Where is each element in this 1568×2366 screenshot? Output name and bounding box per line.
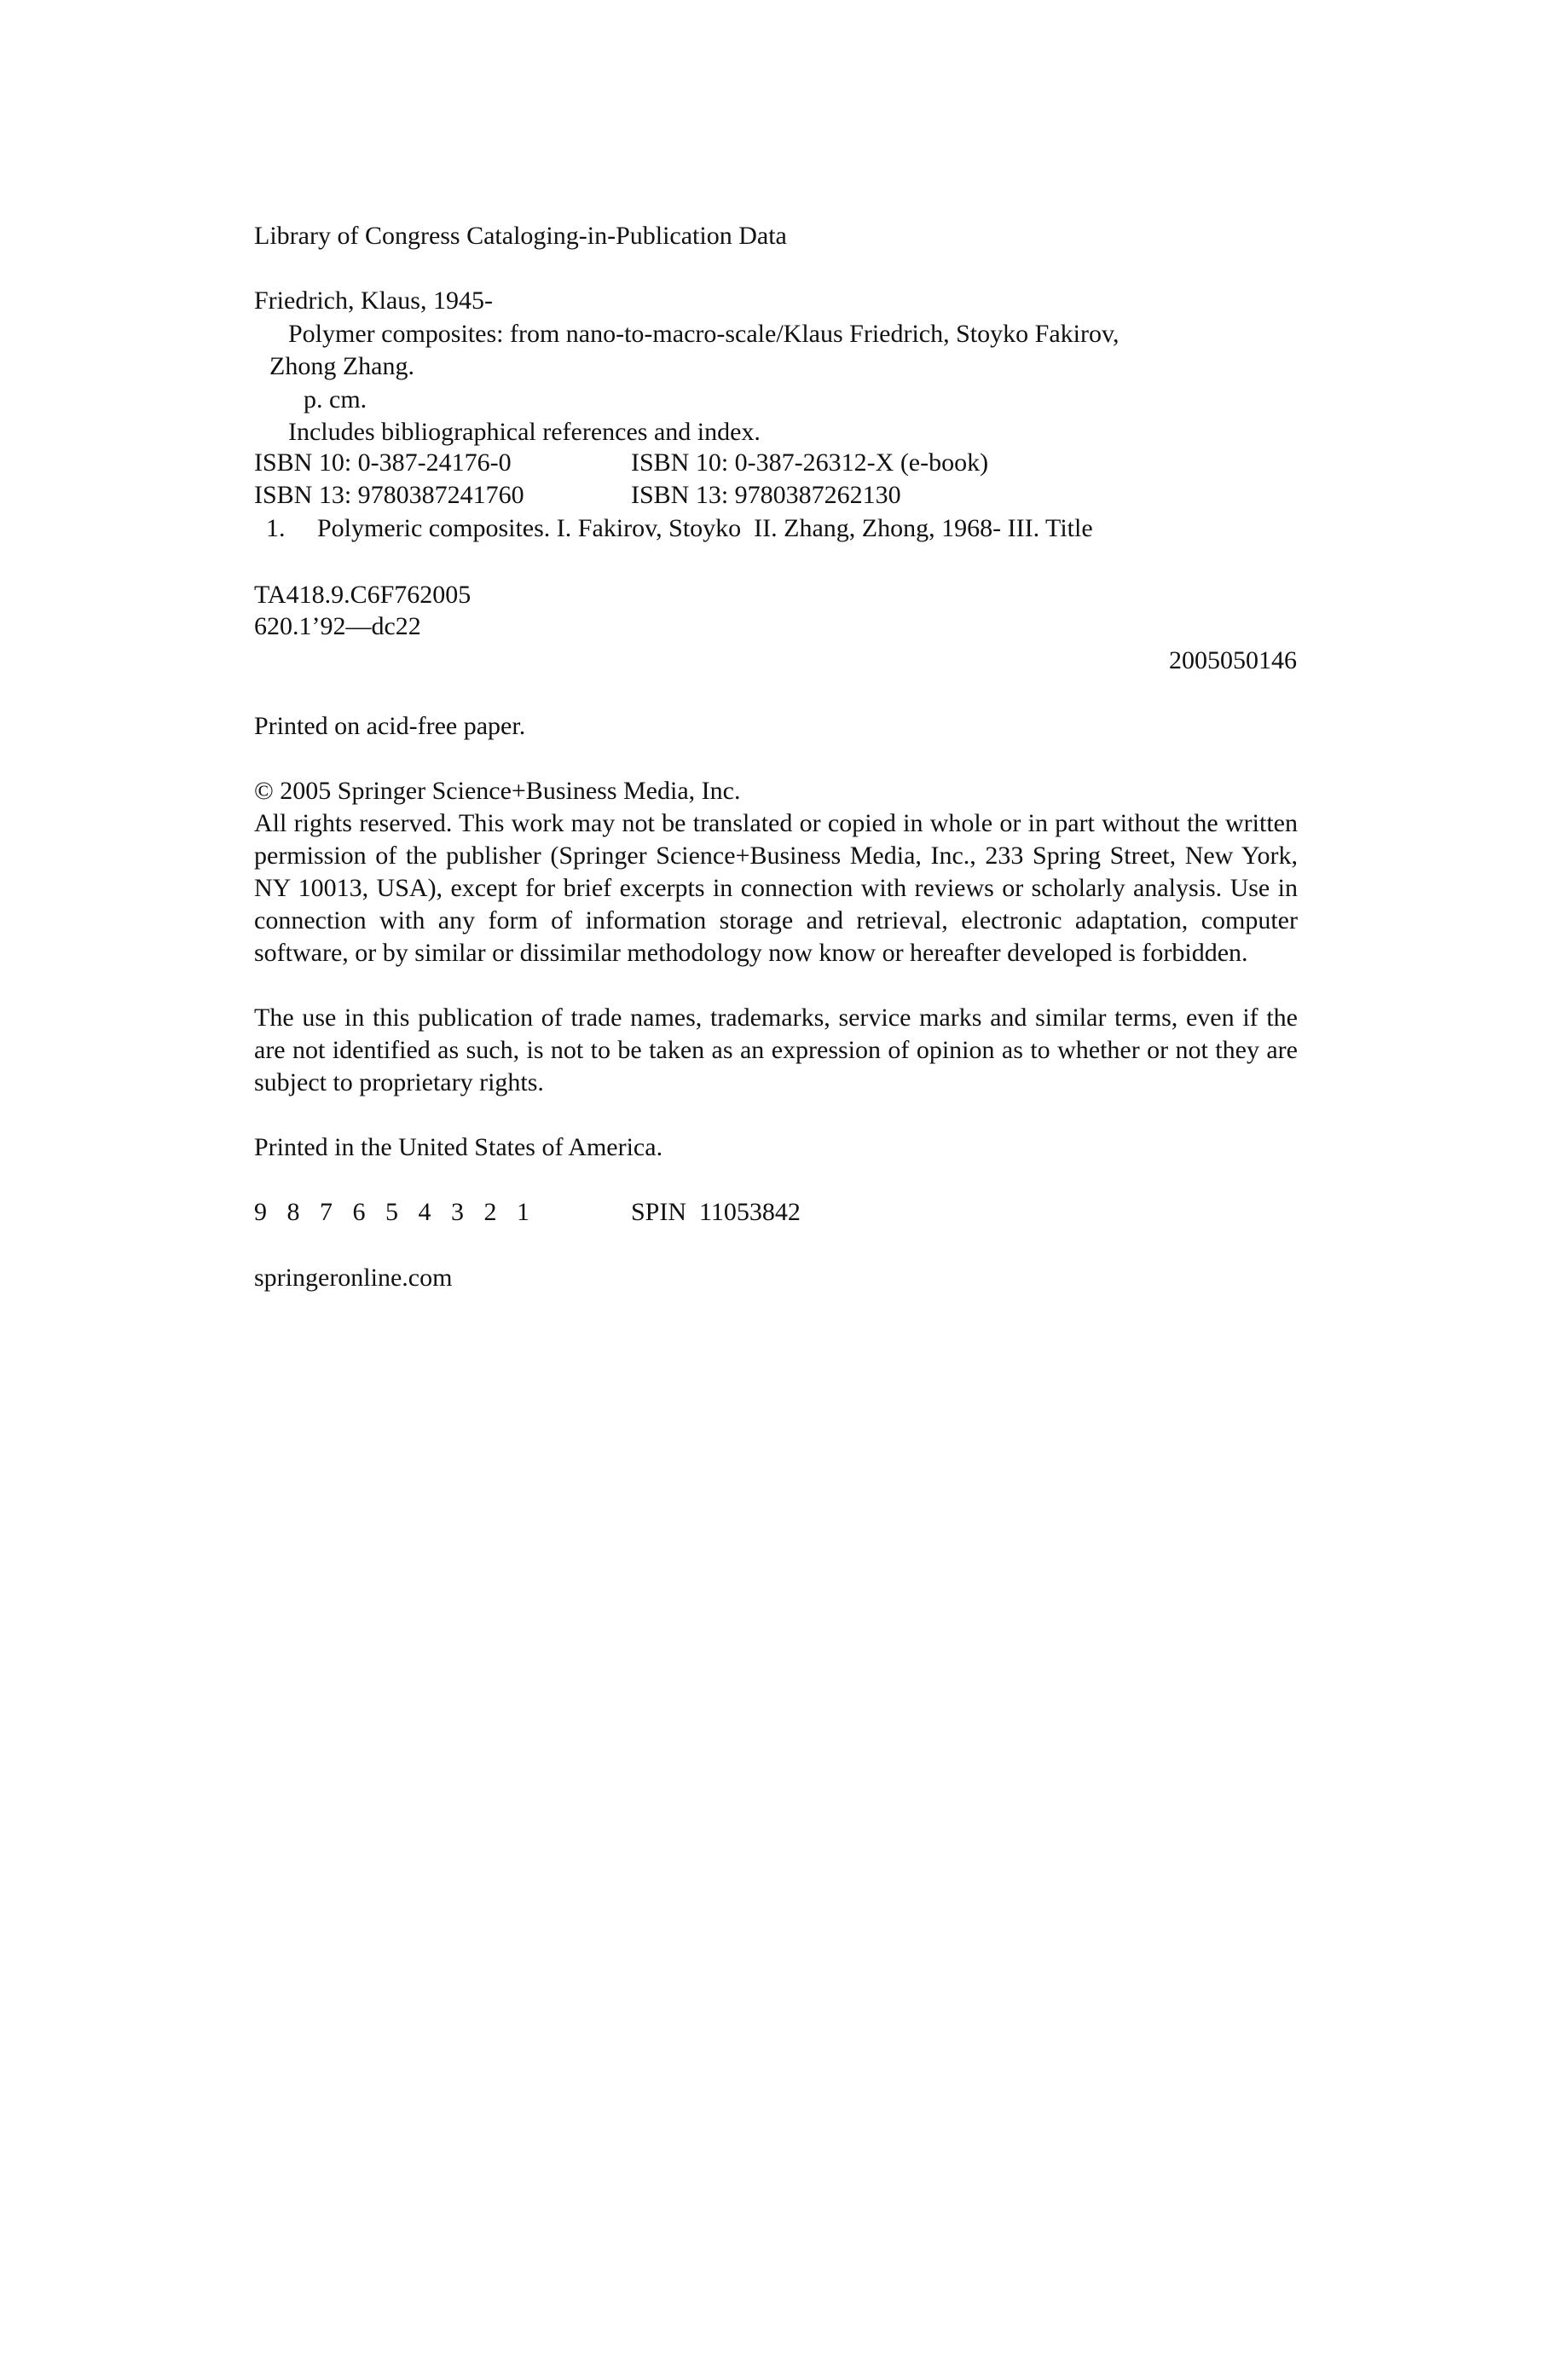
isbn13-print: ISBN 13: 9780387241760 [254,481,524,509]
dewey-classification: 620.1’92—dc22 [254,612,421,640]
cip-includes: Includes bibliographical references and index. [288,418,761,446]
cip-header: Library of Congress Cataloging-in-Publication Data [254,222,787,250]
rights-paragraph: All rights reserved. This work may not be translated or copied in whole or in part without the written permission of the publisher (Springer Science+Business Media, Inc., 233 Spring Street, New York, NY 10013, USA), except for brief excerpts in connection with reviews or scholarly analysis. Use in connection with any form of information storage and retrieval, electronic adaptation, computer software, or by similar or dissimilar methodology now know or hereafter developed is forbidden. [254,809,1298,967]
printed-paper-note: Printed on acid-free paper. [254,712,526,740]
printed-country-note: Printed in the United States of America. [254,1133,663,1161]
isbn13-ebook: ISBN 13: 9780387262130 [631,481,901,509]
lccn-number: 2005050146 [1169,646,1297,674]
print-line: 9 8 7 6 5 4 3 2 1 [254,1198,536,1226]
website: springeronline.com [254,1264,453,1292]
cip-title-line1: Polymer composites: from nano-to-macro-scale/Klaus Friedrich, Stoyko Fakirov, [288,320,1120,348]
lc-classification: TA418.9.C6F762005 [254,581,472,609]
cip-pagination: p. cm. [304,385,367,414]
isbn10-ebook: ISBN 10: 0-387-26312-X (e-book) [631,448,989,477]
cip-subjects: 1. Polymeric composites. I. Fakirov, Stoyko II. Zhang, Zhong, 1968- III. Title [266,514,1093,542]
cip-author: Friedrich, Klaus, 1945- [254,286,493,315]
spin-number: SPIN 11053842 [631,1198,801,1226]
copyright-notice: © 2005 Springer Science+Business Media, Inc. [254,777,741,805]
cip-title-line2: Zhong Zhang. [269,352,414,380]
trademarks-paragraph: The use in this publication of trade names, trademarks, service marks and similar terms, even if the are not identified as such, is not to be taken as an expression of opinion as to whether or not they are subject to proprietary rights. [254,1004,1298,1096]
isbn10-print: ISBN 10: 0-387-24176-0 [254,448,512,477]
